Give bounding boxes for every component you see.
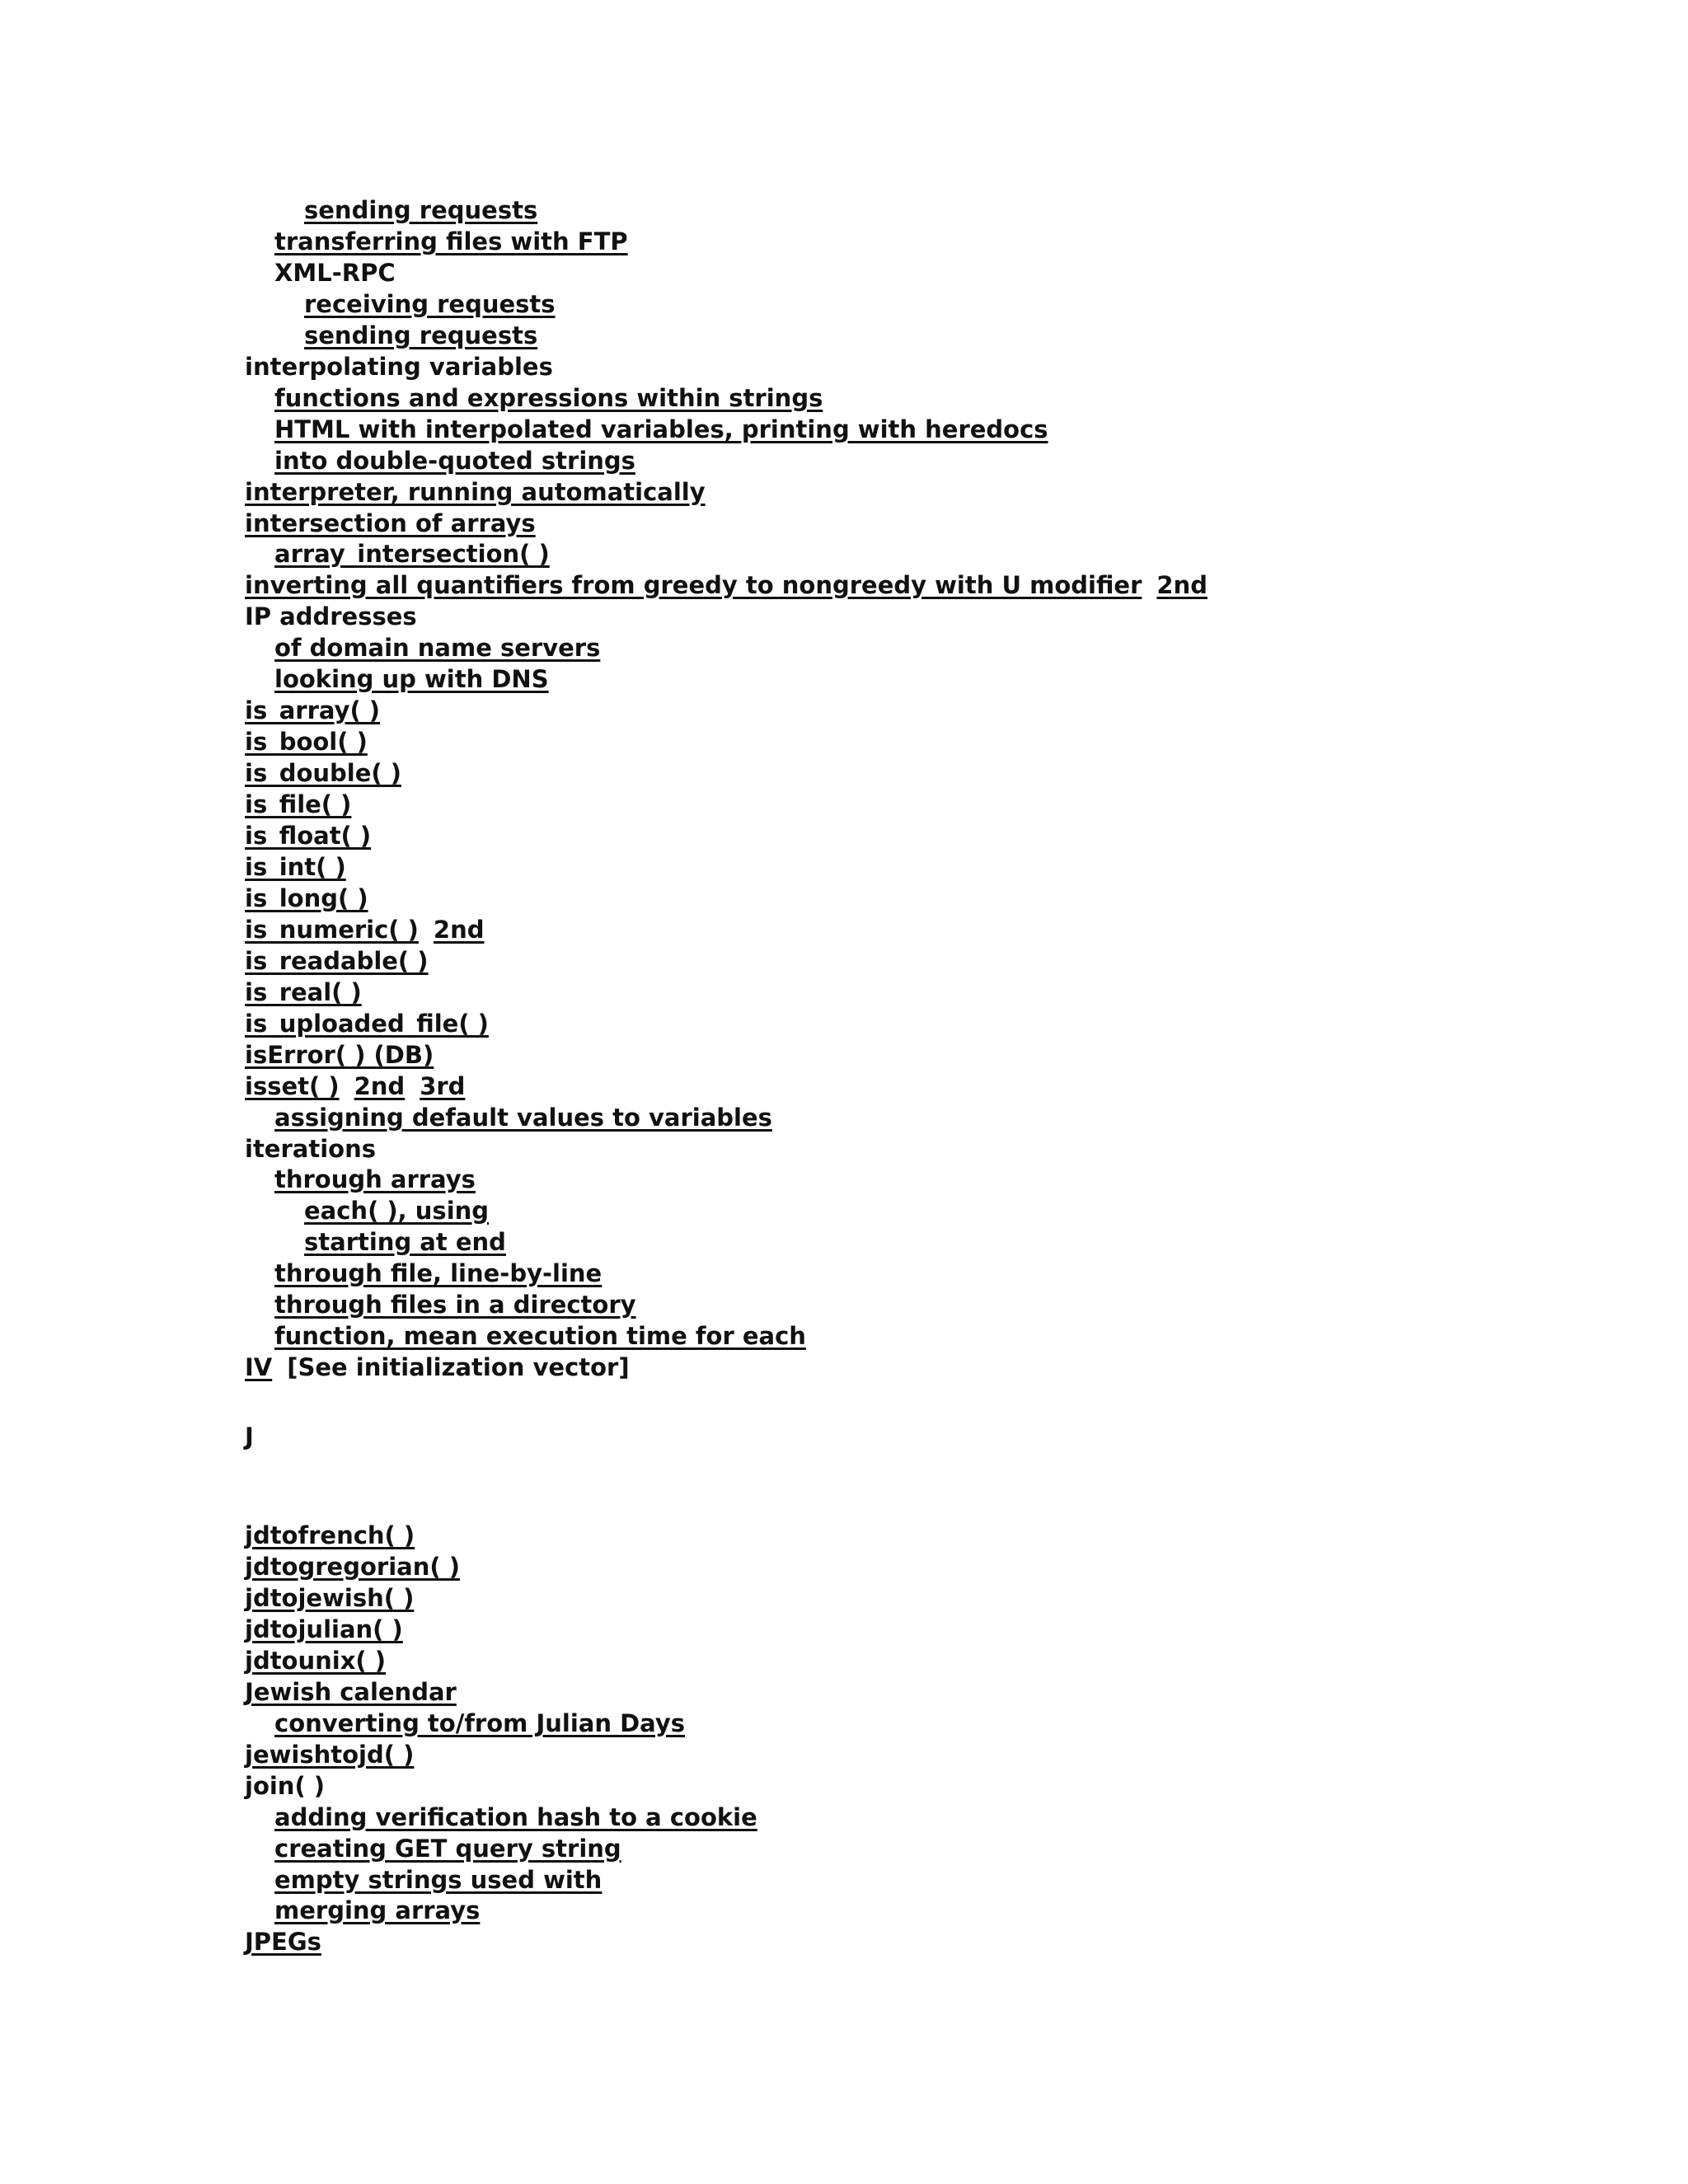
index-link[interactable]: jewishtojd( ): [245, 1741, 415, 1769]
index-link[interactable]: function, mean execution time for each: [274, 1322, 806, 1350]
index-entry: [274, 1289, 636, 1320]
index-link[interactable]: is_readable( ): [245, 947, 429, 975]
index-entry: [245, 945, 429, 977]
index-entry: [304, 288, 556, 320]
index-link[interactable]: looking up with DNS: [274, 665, 549, 693]
index-link[interactable]: interpreter, running automatically: [245, 478, 706, 506]
index-entry: [274, 663, 549, 695]
index-link[interactable]: creating GET query string: [274, 1835, 621, 1863]
index-entry: [245, 1770, 325, 1802]
index-entry: [304, 194, 537, 226]
index-entry: [245, 1039, 434, 1071]
index-link[interactable]: converting to/from Julian Days: [274, 1709, 686, 1737]
index-page-link[interactable]: 2nd: [354, 1072, 406, 1100]
index-link[interactable]: is_file( ): [245, 790, 352, 818]
index-entry: [245, 726, 368, 757]
index-section-heading: [245, 1421, 254, 1452]
index-page-link[interactable]: 2nd: [1156, 571, 1207, 599]
index-link[interactable]: is_float( ): [245, 822, 372, 850]
index-entry: [245, 820, 371, 851]
index-link[interactable]: JPEGs: [245, 1928, 321, 1956]
index-term: [See initialization vector]: [287, 1353, 630, 1381]
index-term: interpolating variables: [245, 353, 553, 381]
index-link[interactable]: jdtofrench( ): [245, 1521, 415, 1549]
index-link[interactable]: is_array( ): [245, 696, 381, 724]
index-link[interactable]: through files in a directory: [274, 1291, 636, 1319]
index-term: iterations: [245, 1135, 376, 1163]
index-entry: [245, 1739, 414, 1770]
index-link[interactable]: jdtounix( ): [245, 1647, 387, 1675]
index-entry: [274, 1802, 757, 1833]
index-term: IP addresses: [245, 602, 417, 630]
index-entry: [304, 1226, 506, 1258]
index-link[interactable]: is_int( ): [245, 853, 346, 881]
index-entry: [274, 257, 396, 288]
index-entry: [245, 1551, 460, 1582]
index-link[interactable]: merging arrays: [274, 1896, 481, 1924]
index-entry: [274, 1864, 602, 1896]
index-entry: [245, 757, 401, 789]
index-entry: [245, 883, 368, 914]
index-link[interactable]: sending requests: [304, 196, 538, 224]
index-entry: [245, 789, 351, 820]
index-page-link[interactable]: 3rd: [420, 1072, 466, 1100]
index-entry: [274, 445, 635, 476]
index-link[interactable]: sending requests: [304, 321, 538, 349]
index-link[interactable]: functions and expressions within strings: [274, 384, 823, 412]
index-entry: [274, 1164, 476, 1195]
index-entry: [245, 476, 706, 508]
index-entry: [274, 1320, 806, 1352]
index-entry: [245, 1926, 321, 1957]
index-entry: [245, 914, 485, 945]
index-entry: [245, 1645, 386, 1676]
index-link[interactable]: IV: [245, 1353, 273, 1381]
index-link[interactable]: Jewish calendar: [245, 1678, 457, 1706]
index-entry: [245, 1008, 489, 1039]
index-entry: [274, 1102, 772, 1133]
index-link[interactable]: into double-quoted strings: [274, 447, 635, 475]
index-link[interactable]: isError( ) (DB): [245, 1041, 434, 1069]
index-entry: [245, 1614, 403, 1645]
index-link[interactable]: transferring files with FTP: [274, 227, 628, 255]
index-link[interactable]: is_double( ): [245, 759, 402, 787]
index-entry: [245, 1352, 630, 1383]
index-link[interactable]: receiving requests: [304, 290, 556, 318]
index-page-link[interactable]: 2nd: [433, 916, 485, 944]
index-link[interactable]: HTML with interpolated variables, printing with heredocs: [274, 415, 1048, 443]
index-entry: [245, 1520, 415, 1551]
index-entry: [245, 851, 346, 883]
index-link[interactable]: starting at end: [304, 1228, 506, 1256]
index-entry: [245, 695, 380, 726]
index-link[interactable]: is_long( ): [245, 884, 368, 912]
index-entry: [274, 1258, 602, 1289]
index-link[interactable]: inverting all quantifiers from greedy to nongreedy with U modifier: [245, 571, 1142, 599]
index-entry: [304, 320, 537, 351]
index-entry: [245, 508, 536, 539]
index-entry: [245, 601, 417, 632]
index-entry: [245, 1582, 414, 1614]
index-link[interactable]: assigning default values to variables: [274, 1104, 772, 1132]
index-link[interactable]: of domain name servers: [274, 634, 601, 662]
index-entry: [304, 1195, 489, 1226]
index-link[interactable]: is_numeric( ): [245, 916, 419, 944]
index-link[interactable]: jdtojulian( ): [245, 1615, 403, 1643]
index-entry: [245, 1071, 465, 1102]
index-entry: [274, 1833, 621, 1864]
index-link[interactable]: isset( ): [245, 1072, 340, 1100]
index-link[interactable]: adding verification hash to a cookie: [274, 1803, 757, 1831]
index-link[interactable]: each( ), using: [304, 1197, 490, 1225]
index-entry: [245, 351, 553, 382]
index-term: join( ): [245, 1772, 326, 1800]
index-entry: [245, 569, 1207, 601]
index-entry: [245, 977, 362, 1008]
index-link[interactable]: jdtojewish( ): [245, 1584, 415, 1612]
index-entry: [274, 414, 1048, 445]
index-link[interactable]: intersection of arrays: [245, 509, 536, 537]
index-link[interactable]: jdtogregorian( ): [245, 1553, 460, 1581]
index-entry: [274, 226, 628, 257]
index-link[interactable]: array_intersection( ): [274, 540, 550, 568]
index-entry: [274, 1708, 685, 1739]
index-entry: [245, 1676, 457, 1708]
index-entry: [245, 1133, 376, 1165]
index-link[interactable]: empty strings used with: [274, 1866, 603, 1894]
index-entry: [274, 632, 600, 663]
index-link[interactable]: is_real( ): [245, 978, 362, 1006]
index-link[interactable]: is_uploaded_file( ): [245, 1010, 489, 1038]
index-term: XML-RPC: [274, 259, 396, 287]
index-entry: [274, 1895, 480, 1926]
index-link[interactable]: through file, line-by-line: [274, 1259, 603, 1287]
index-entry: [274, 382, 823, 414]
index-link[interactable]: through arrays: [274, 1165, 476, 1193]
index-entry: [274, 538, 550, 569]
index-term: J: [245, 1422, 254, 1451]
index-link[interactable]: is_bool( ): [245, 728, 368, 756]
